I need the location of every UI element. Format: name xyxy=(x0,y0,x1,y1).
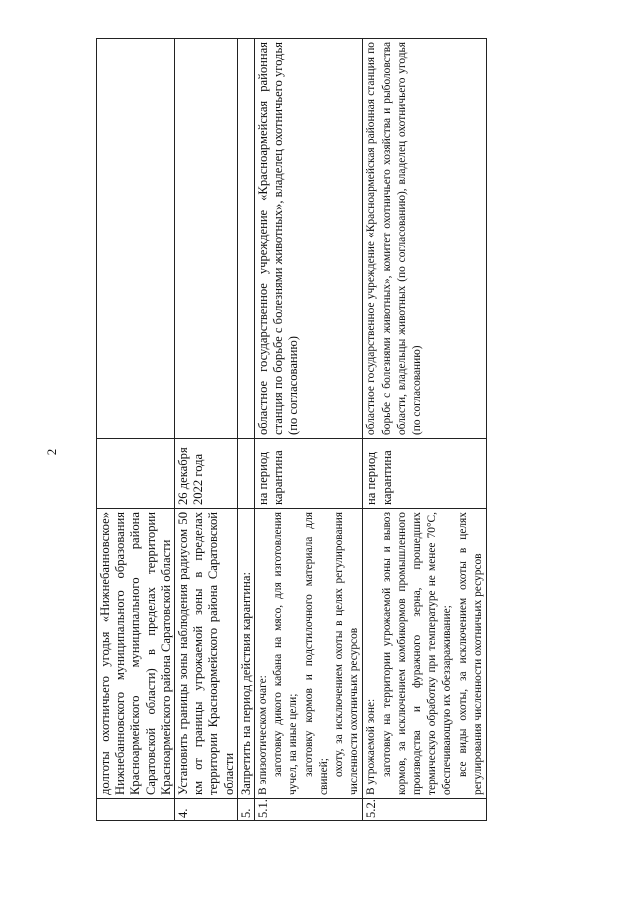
deadline-cell xyxy=(237,439,254,509)
row-number: 5.1. xyxy=(255,799,363,821)
page-number: 2 xyxy=(44,448,59,456)
table-row xyxy=(175,39,238,821)
responsible-cell xyxy=(97,39,175,439)
measure-text: В угрожаемой зоне: xyxy=(365,698,378,795)
deadline-cell: 26 декабря 2022 года xyxy=(175,439,238,509)
measure-text: Установить границы зоны наблюдения радиусом 50 км от границы угрожаемой зоны в пределах территории Красноармейского района Саратовской области xyxy=(176,512,236,795)
measure-cell xyxy=(97,509,175,799)
measure-cell xyxy=(363,509,487,799)
responsible-cell xyxy=(175,39,238,439)
responsible-cell: областное государственное учреждение «Красноармейская районная станция по борьбе с болезнями животных», владелец охотничьего угодья (по согласованию) xyxy=(255,39,363,439)
row-number xyxy=(97,799,175,821)
measure-text: охоту, за исключением охоты в целях регулирования численности охотничьих ресурсов xyxy=(333,512,361,795)
deadline-cell xyxy=(97,439,175,509)
table-row xyxy=(237,39,254,821)
row-number: 5. xyxy=(237,799,254,821)
measure-text: В эпизоотическом очаге: xyxy=(257,675,270,795)
measure-cell xyxy=(255,509,363,799)
measure-text: все виды охоты, за исключением охоты в целях регулирования численности охотничьих ресурсов xyxy=(456,512,484,795)
table-row xyxy=(363,39,487,821)
deadline-cell: на период карантина xyxy=(363,439,487,509)
measure-text: заготовку кормов и подстилочного материала для свиней; xyxy=(302,512,330,795)
measure-text: Запретить на период действия карантина: xyxy=(238,571,253,795)
measure-text: заготовку на территории угрожаемой зоны и вывоз кормов, за исключением комбикормов промышленного производства и фуражного зерна, прошедших термическую обработку при температуре не менее 70°С, обеспечивающую их обеззараживание; xyxy=(380,512,454,795)
measure-text: долготы охотничьего угодья «Нижнебанновское» Нижнебанновского муниципального образования Красноармейского муниципального района Саратовской области) в пределах территории Красноармейского района Саратовской области xyxy=(98,512,173,795)
table-row xyxy=(255,39,363,821)
responsible-cell: областное государственное учреждение «Красноармейская районная станция по борьбе с болезнями животных», комитет охотничьего хозяйства и рыболовства области, владельцы животных (по согласованию), владелец охотничьего угодья (по согласованию) xyxy=(363,39,487,439)
measures-table xyxy=(96,38,487,821)
measure-cell xyxy=(175,509,238,799)
row-number: 4. xyxy=(175,799,238,821)
table-row xyxy=(97,39,175,821)
rotated-table-viewport xyxy=(96,39,484,821)
measure-text: заготовку дикого кабана на мясо, для изготовления чучел, на иные цели; xyxy=(272,512,300,795)
row-number: 5.2. xyxy=(363,799,487,821)
responsible-cell xyxy=(237,39,254,439)
measure-cell xyxy=(237,509,254,799)
deadline-cell: на период карантина xyxy=(255,439,363,509)
